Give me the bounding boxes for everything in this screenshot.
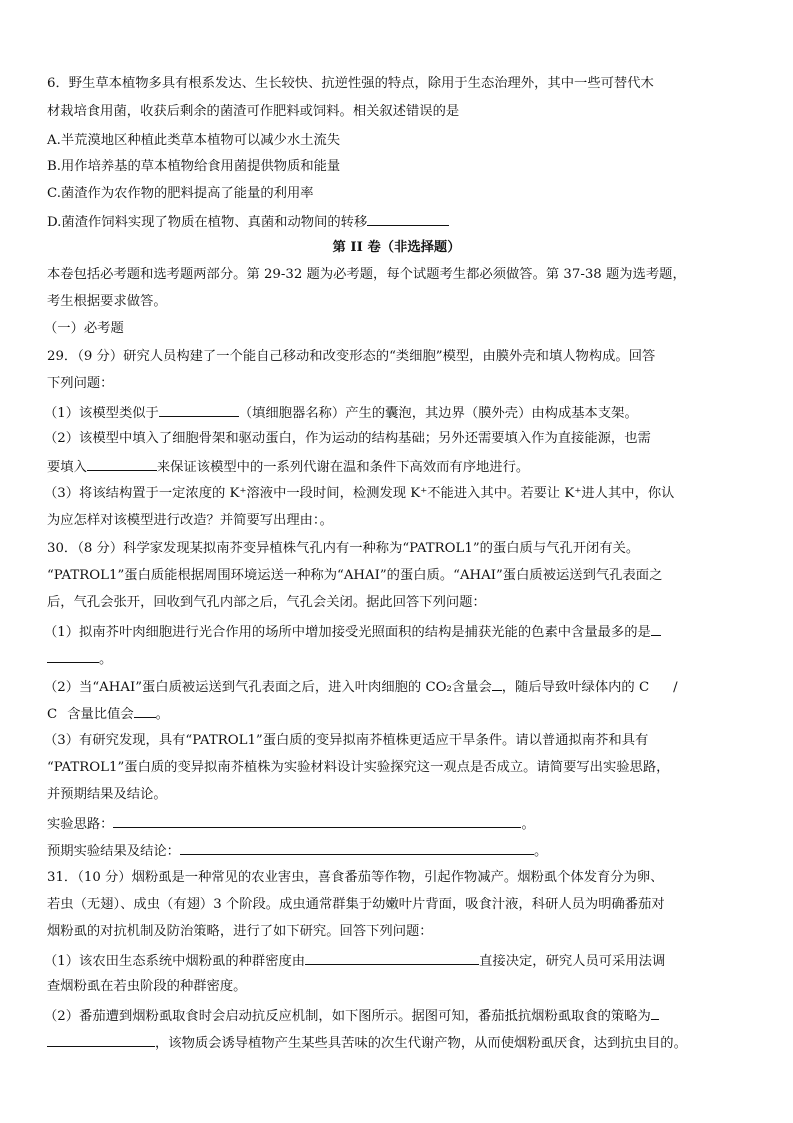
q30-stem-line1: 30．（8 分）科学家发现某拟南芥变异植株气孔内有一种称为“PATROL1”的蛋白质与气孔开闭有关。 xyxy=(47,541,640,556)
q30-blank-1b xyxy=(47,648,99,663)
q31-blank-1 xyxy=(305,950,479,965)
q6-option-c: C.菌渣作为农作物的肥料提高了能量的利用率 xyxy=(47,186,314,201)
q31-sub2-line1: （2）番茄遭到烟粉虱取食时会启动抗反应机制，如下图所示。据图可知，番茄抵抗烟粉虱取食的策略为 xyxy=(44,1005,793,1027)
q30-sub1-line1: （1）拟南芥叶肉细胞进行光合作用的场所中增加接受光照面积的结构是捕获光能的色素中含量最多的是 xyxy=(44,621,793,643)
q30-idea-line: 实验思路： 。 xyxy=(47,813,793,835)
q31-blank-2a xyxy=(651,1005,659,1020)
q29-sub2-line1: （2）该模型中填入了细胞骨架和驱动蛋白，作为运动的结构基础；另外还需要填入作为直接能源，也需 xyxy=(44,431,651,446)
q6-stem-line1: 6．野生草本植物多具有根系发达、生长较快、抗逆性强的特点，除用于生态治理外，其中一些可替代木 xyxy=(47,76,654,91)
q31-sub2-line2: ，该物质会诱导植物产生某些具苦味的次生代谢产物，从而使烟粉虱厌食，达到抗虫目的。 xyxy=(47,1032,793,1054)
q30-blank-1a xyxy=(651,621,661,636)
q30-result-blank xyxy=(180,840,534,855)
q31-stem-line2: 若虫（无翅）、成虫（有翅）3 个阶段。成虫通常群集于幼嫩叶片背面，吸食汁液，科研人员为明确番茄对 xyxy=(47,897,665,912)
q30-sub3-line1: （3）有研究发现，具有“PATROL1”蛋白质的变异拟南芥植株更适应干旱条件。请以普通拟南芥和具有 xyxy=(44,733,649,748)
q6-option-d: D.菌渣作饲料实现了物质在植物、真菌和动物间的转移 xyxy=(47,211,793,233)
q29-blank-1 xyxy=(159,402,239,417)
q29-stem-line1: 29．（9 分）研究人员构建了一个能自己移动和改变形态的“类细胞”模型，由膜外壳和填人物构成。回答 xyxy=(47,349,656,364)
q30-sub2-line2: C 含量比值会 。 xyxy=(47,703,793,725)
q29-blank-2 xyxy=(87,456,157,471)
section-intro-line2: 考生根据要求做答。 xyxy=(47,294,167,309)
q29-sub2-line2: 要填入 来保证该模型中的一系列代谢在温和条件下高效而有序地进行。 xyxy=(47,456,793,478)
q6-stem-line2: 材栽培食用菌，收获后剩余的菌渣可作肥料或饲料。相关叙述错误的是 xyxy=(47,104,460,119)
q30-blank-2a xyxy=(492,676,502,691)
q31-stem-line3: 烟粉虱的对抗机制及防治策略，进行了如下研究。回答下列问题： xyxy=(47,924,433,939)
q30-sub1-line2: 。 xyxy=(47,648,793,670)
q30-stem-line3: 后，气孔会张开，回收到气孔内部之后，气孔会关闭。据此回答下列问题： xyxy=(47,595,486,610)
q29-sub3-line2: 为应怎样对该模型进行改造？并简要写出理由：。 xyxy=(47,513,333,528)
q29-stem-line2: 下列问题： xyxy=(47,376,114,391)
part-heading: （一）必考题 xyxy=(44,321,124,336)
q6-answer-blank xyxy=(367,211,449,226)
q30-result-line: 预期实验结果及结论： 。 xyxy=(47,840,793,862)
q30-idea-blank xyxy=(113,813,521,828)
q30-sub3-line2: “PATROL1”蛋白质的变异拟南芥植株为实验材料设计实验探究这一观点是否成立。请简要写出实验思路， xyxy=(47,760,670,775)
q6-option-b: B.用作培养基的草本植物给食用菌提供物质和能量 xyxy=(47,159,341,174)
q31-blank-2b xyxy=(47,1032,155,1047)
q30-blank-2b xyxy=(134,703,156,718)
q31-stem-line1: 31．（10 分）烟粉虱是一种常见的农业害虫，喜食番茄等作物，引起作物减产。烟粉虱个体发育分为卵、 xyxy=(47,870,664,885)
q29-sub3-line1: （3）将该结构置于一定浓度的 K⁺溶液中一段时间，检测发现 K⁺不能进入其中。若要让 K⁺进人其中，你认 xyxy=(44,486,675,501)
q31-sub1-line1: （1）该农田生态系统中烟粉虱的种群密度由 直接决定，研究人员可采用法调 xyxy=(44,950,793,972)
section-title: 第 II 卷（非选择题） xyxy=(332,240,461,255)
q30-stem-line2: “PATROL1”蛋白质能根据周围环境运送一种称为“AHAI”的蛋白质。“AHAI”蛋白质被运送到气孔表面之 xyxy=(47,568,663,583)
section-intro-line1: 本卷包括必考题和选考题两部分。第 29-32 题为必考题，每个试题考生都必须做答。第 37-38 题为选考题， xyxy=(47,267,686,282)
q30-sub2-line1: （2）当“AHAI”蛋白质被运送到气孔表面之后，进入叶肉细胞的 CO₂含量会 ，随后导致叶绿体内的 C / xyxy=(44,676,793,698)
q31-sub1-line2: 查烟粉虱在若虫阶段的种群密度。 xyxy=(47,979,247,994)
q29-sub1: （1）该模型类似于 （填细胞器名称）产生的囊泡，其边界（膜外壳）由构成基本支架。 xyxy=(44,402,793,424)
q6-option-a: A.半荒漠地区种植此类草本植物可以减少水土流失 xyxy=(47,133,341,148)
q30-sub3-line3: 并预期结果及结论。 xyxy=(47,787,167,802)
